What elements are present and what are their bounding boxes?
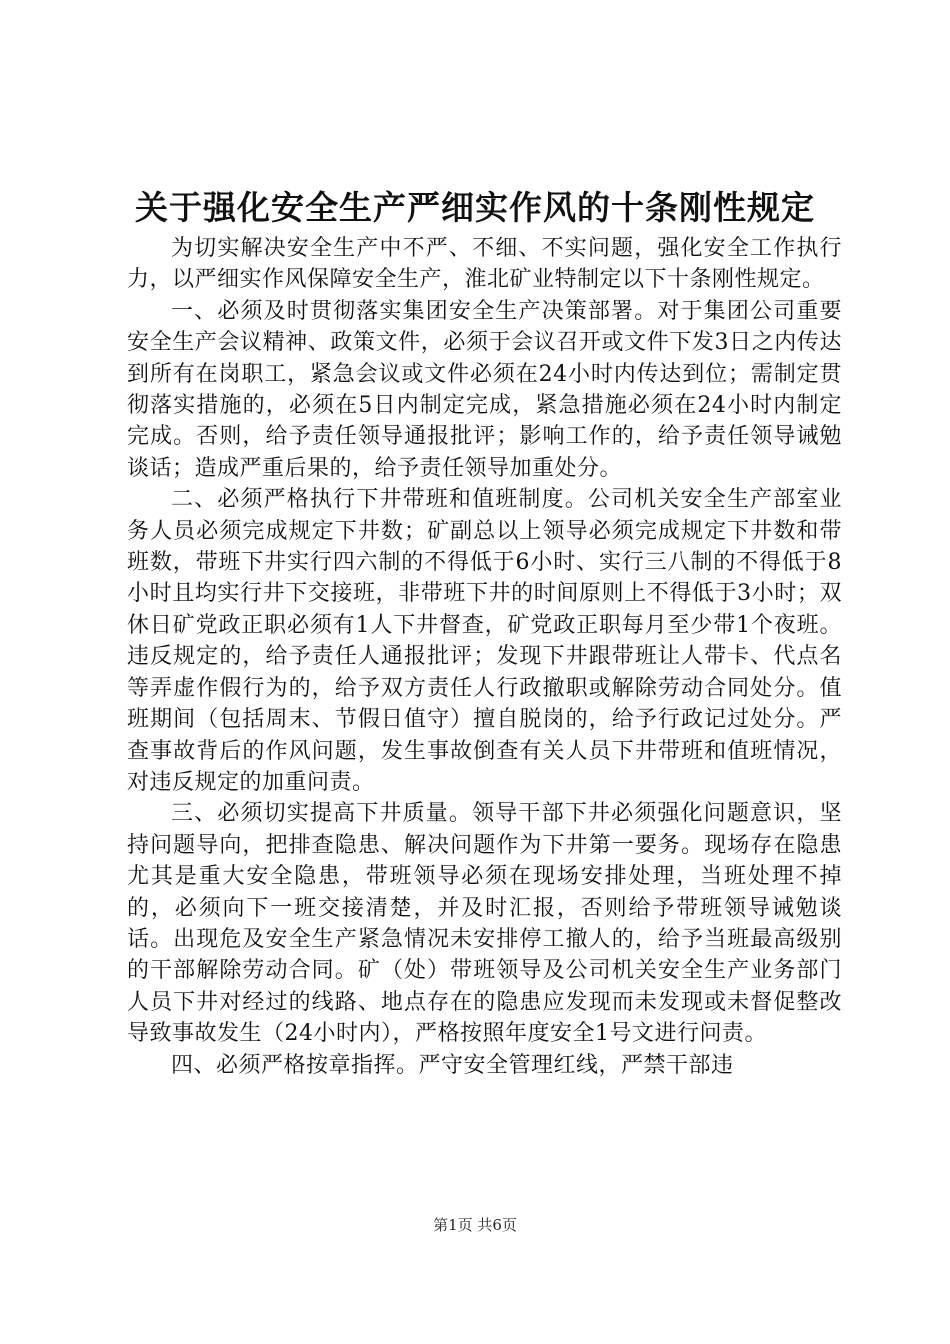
rule-1-paragraph: 一、必须及时贯彻落实集团安全生产决策部署。对于集团公司重要安全生产会议精神、政策文件，必须于会议召开或文件下发3日之内传达到所有在岗职工，紧急会议或文件必须在24小时内传达到位；需制定贯彻落实措施的，必须在5日内制定完成，紧急措施必须在24小时内制定完成。否则，给予责任领导通报批评；影响工作的，给予责任领导诫勉谈话；造成严重后果的，给予责任领导加重处分。 (127, 298, 842, 481)
rule-4-paragraph: 四、必须严格按章指挥。严守安全管理红线，严禁干部违 (171, 1052, 734, 1078)
rule-2-paragraph: 二、必须严格执行下井带班和值班制度。公司机关安全生产部室业务人员必须完成规定下井数；矿副总以上领导必须完成规定下井数和带班数，带班下井实行四六制的不得低于6小时、实行三八制的不得低于8小时且均实行井下交接班，非带班下井的时间原则上不得低于3小时；双休日矿党政正职必须有1人下井督查，矿党政正职每月至少带1个夜班。违反规定的，给予责任人通报批评；发现下井跟带班让人带卡、代点名等弄虚作假行为的，给予双方责任人行政撤职或解除劳动合同处分。值班期间（包括周末、节假日值守）擅自脱岗的，给予行政记过处分。严查事故背后的作风问题，发生事故倒查有关人员下井带班和值班情况，对违反规定的加重问责。 (127, 487, 842, 795)
document-body (127, 233, 842, 1081)
intro-paragraph: 为切实解决安全生产中不严、不细、不实问题，强化安全工作执行力，以严细实作风保障安全生产，淮北矿业特制定以下十条刚性规定。 (127, 236, 842, 293)
page-footer: 第1页 共6页 (433, 1216, 517, 1234)
rule-3-paragraph: 三、必须切实提高下井质量。领导干部下井必须强化问题意识，坚持问题导向，把排查隐患、解决问题作为下井第一要务。现场存在隐患尤其是重大安全隐患，带班领导必须在现场安排处理，当班处理不掉的，必须向下一班交接清楚，并及时汇报，否则给予带班领导诫勉谈话。出现危及安全生产紧急情况未安排停工撤人的，给予当班最高级别的干部解除劳动合同。矿（处）带班领导及公司机关安全生产业务部门人员下井对经过的线路、地点存在的隐患应发现而未发现或未督促整改导致事故发生（24小时内），严格按照年度安全1号文进行问责。 (127, 801, 842, 1047)
document-title: 关于强化安全生产严细实作风的十条刚性规定 (135, 188, 815, 227)
